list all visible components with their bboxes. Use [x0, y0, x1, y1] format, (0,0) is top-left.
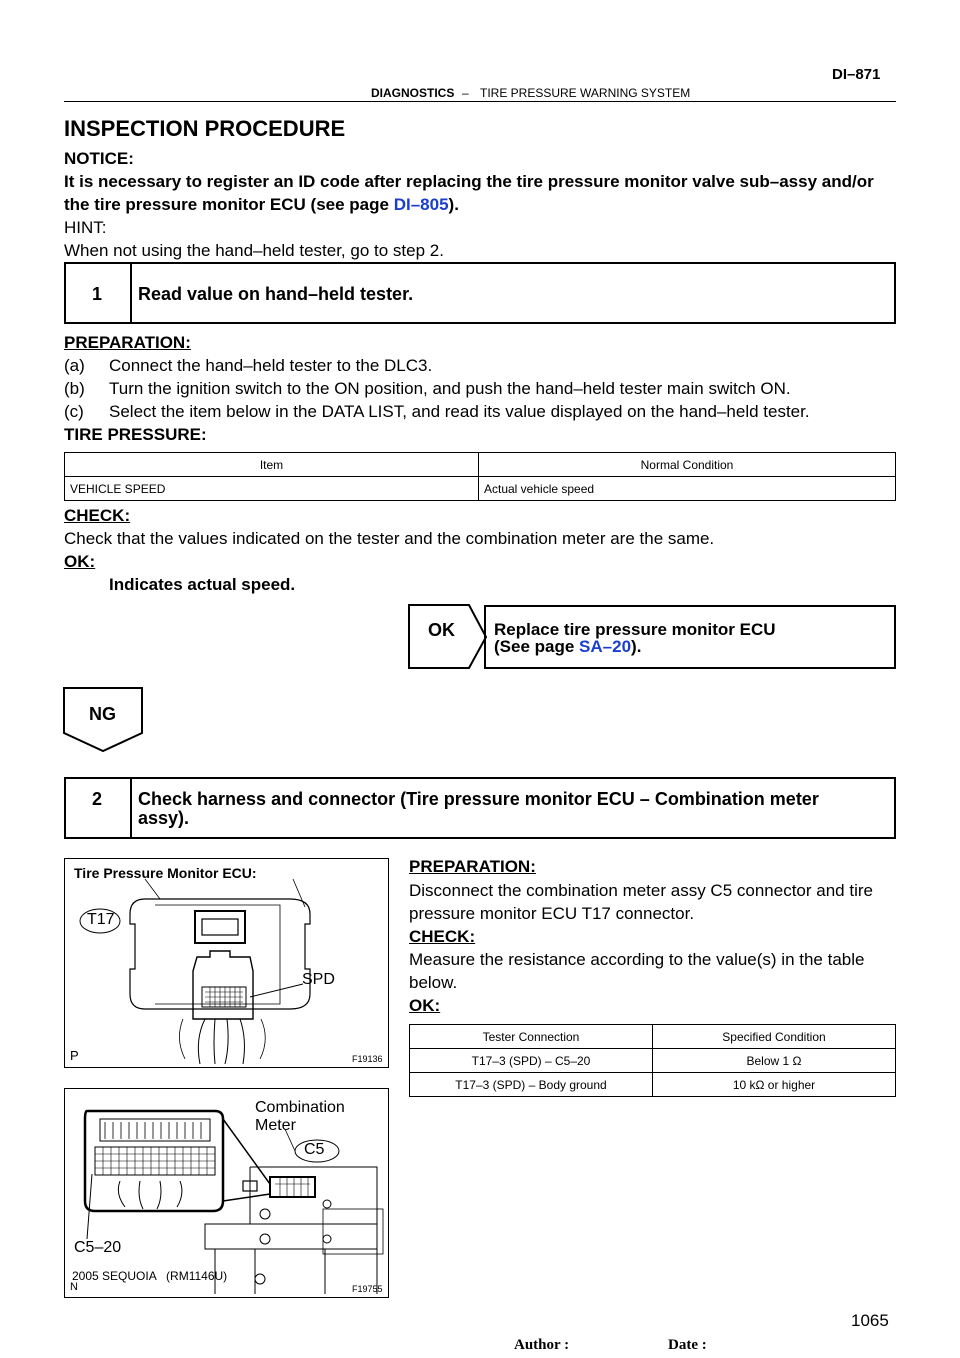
hint-text: When not using the hand–held tester, go to step 2.: [64, 241, 444, 260]
step2-prep-text-l2: pressure monitor ECU T17 connector.: [409, 904, 695, 923]
notice-text: It is necessary to register an ID code after replacing the tire pressure monitor valve sub–assy and/or: [64, 172, 874, 191]
fig1-id: F19136: [352, 1054, 383, 1064]
footer-author: Author :: [514, 1337, 570, 1353]
step1-title: Read value on hand–held tester.: [138, 284, 414, 304]
td-conn-2: T17–3 (SPD) – Body ground: [410, 1073, 653, 1097]
step1-item-c: [64, 401, 810, 423]
step1-item-a: [64, 355, 433, 377]
step2-check-text-l1: Measure the resistance according to the value(s) in the table: [409, 950, 865, 969]
step2-check-label: CHECK:: [409, 927, 476, 946]
item-c-mark: (c): [64, 402, 84, 421]
ok-result-line1: Replace tire pressure monitor ECU: [494, 620, 776, 639]
step1-check-text: Check that the values indicated on the tester and the combination meter are the same.: [64, 529, 715, 548]
item-b-mark: (b): [64, 379, 85, 398]
footer-page-number: 1065: [851, 1311, 889, 1330]
figure-combination-meter: [64, 1088, 389, 1298]
ok-tag: OK: [428, 620, 455, 640]
fig1-corner: P: [70, 1048, 79, 1063]
resistance-table: [409, 1024, 896, 1097]
notice-link[interactable]: DI–805: [393, 195, 449, 214]
td-cond-1: Below 1 Ω: [653, 1049, 896, 1073]
fig1-title: Tire Pressure Monitor ECU:: [74, 865, 257, 881]
table-title: TIRE PRESSURE:: [64, 425, 207, 444]
step2-check-text-l2: below.: [409, 973, 458, 992]
fig2-id: F19755: [352, 1284, 383, 1294]
ecu-connector-drawing: [65, 859, 389, 1068]
header-dash: –: [462, 86, 469, 100]
th-specified-condition: Specified Condition: [653, 1025, 896, 1049]
header-section: DIAGNOSTICS: [371, 86, 455, 100]
step1-check-label: CHECK:: [64, 506, 131, 525]
meter-connector-drawing: [65, 1089, 389, 1298]
step1-number: 1: [92, 284, 103, 304]
tire-pressure-table: [64, 452, 896, 501]
notice-text-l2: the tire pressure monitor ECU (see page: [64, 195, 394, 214]
figure-tire-pressure-ecu: [64, 858, 389, 1068]
ok-result-box: [484, 605, 896, 669]
hint-label: HINT:: [64, 218, 107, 237]
page-header: [64, 86, 896, 102]
page-title: INSPECTION PROCEDURE: [64, 116, 346, 141]
item-c-text: Select the item below in the DATA LIST, and read its value displayed on the hand–held tester.: [109, 402, 810, 421]
step1-prep-label: PREPARATION:: [64, 333, 191, 352]
fig2-label-l2: Meter: [255, 1117, 296, 1134]
step1-box: [64, 262, 896, 324]
header-subsection: TIRE PRESSURE WARNING SYSTEM: [480, 86, 691, 100]
item-a-mark: (a): [64, 356, 85, 375]
ok-result-link[interactable]: SA–20: [579, 637, 632, 656]
fig2-corner: N: [70, 1281, 78, 1293]
step2-box: [64, 777, 896, 839]
fig1-connector: T17: [87, 911, 115, 928]
th-normal: Normal Condition: [479, 453, 896, 477]
step2-prep-label: PREPARATION:: [409, 857, 536, 876]
fig2-pin-label: C5–20: [74, 1239, 122, 1256]
notice-label: NOTICE:: [64, 149, 134, 168]
step2-prep-text-l1: Disconnect the combination meter assy C5 connector and tire: [409, 881, 873, 900]
item-a-text: Connect the hand–held tester to the DLC3.: [109, 356, 433, 375]
ok-result-l2-after: ).: [631, 637, 642, 656]
step2-title-l2: assy).: [138, 808, 190, 828]
footer-date: Date :: [668, 1337, 707, 1353]
step1-ok-text: Indicates actual speed.: [109, 575, 296, 594]
step2-title-l1: Check harness and connector (Tire pressure monitor ECU – Combination meter: [138, 789, 819, 809]
td-item: VEHICLE SPEED: [65, 477, 479, 501]
notice-text-line2: [64, 194, 459, 216]
td-cond-2: 10 kΩ or higher: [653, 1073, 896, 1097]
fig2-label-l1: Combination: [255, 1099, 345, 1116]
th-item: Item: [65, 453, 479, 477]
notice-text-after: ).: [448, 195, 459, 214]
ok-result-line2: [494, 638, 641, 656]
step1-ok-label: OK:: [64, 552, 96, 571]
td-conn-1: T17–3 (SPD) – C5–20: [410, 1049, 653, 1073]
fig2-connector: C5: [304, 1141, 325, 1158]
fig2-footer: 2005 SEQUOIA (RM1146U): [72, 1269, 228, 1283]
fig1-pin-label: SPD: [302, 971, 335, 988]
ng-tag: NG: [89, 704, 116, 724]
item-b-text: Turn the ignition switch to the ON position, and push the hand–held tester main switch ON.: [109, 379, 791, 398]
page-code: DI–871: [832, 66, 881, 83]
ok-result-l2-before: (See page: [494, 637, 580, 656]
th-tester-connection: Tester Connection: [410, 1025, 653, 1049]
step1-item-b: [64, 378, 791, 400]
td-normal: Actual vehicle speed: [479, 477, 896, 501]
step2-number: 2: [92, 789, 103, 809]
step2-ok-label: OK:: [409, 996, 441, 1015]
